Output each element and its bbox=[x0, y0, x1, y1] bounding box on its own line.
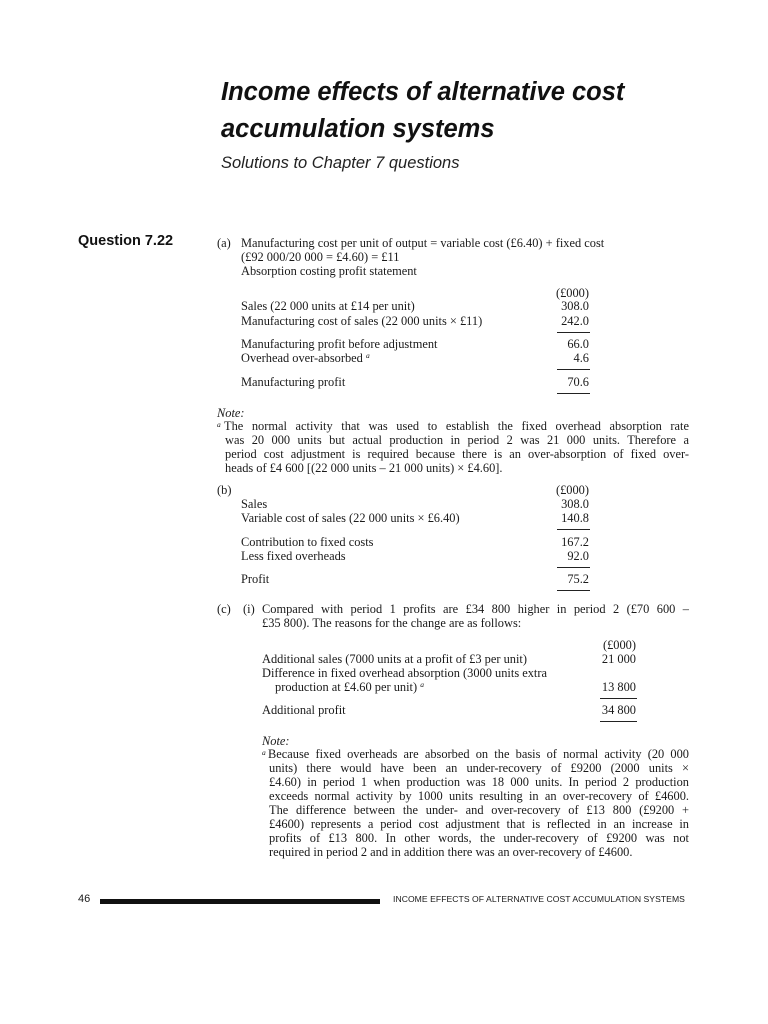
note-c-line-1: Because fixed overheads are absorbed on the basis of normal activity (20 000 bbox=[268, 747, 689, 761]
part-a-col-header: (£000) bbox=[555, 286, 589, 300]
part-a-line-3: Absorption costing profit statement bbox=[241, 264, 417, 278]
part-a-value-cost-of-sales: 242.0 bbox=[561, 314, 589, 328]
page-number: 46 bbox=[78, 893, 91, 905]
part-c-value-additional-profit: 34 800 bbox=[601, 703, 636, 717]
footnote-marker: a bbox=[420, 680, 424, 689]
page-subtitle: Solutions to Chapter 7 questions bbox=[221, 154, 460, 172]
part-c-value-additional-sales: 21 000 bbox=[601, 652, 636, 666]
note-c-line-3: £4.60) in period 1 when production was 18 000 units. In period 2 production bbox=[269, 775, 689, 789]
part-a-line-1: Manufacturing cost per unit of output = variable cost (£6.40) + fixed cost bbox=[241, 236, 605, 250]
part-b-value-contribution: 167.2 bbox=[561, 535, 589, 549]
part-a-row-sales: Sales (22 000 units at £14 per unit) bbox=[241, 299, 415, 313]
running-footer-title: INCOME EFFECTS OF ALTERNATIVE COST ACCUMULATION SYSTEMS bbox=[393, 894, 685, 904]
part-c-label: (c) bbox=[217, 602, 231, 616]
note-a-line-4: heads of £4 600 [(22 000 units – 21 000 units) × £4.60]. bbox=[225, 461, 503, 475]
part-c-col-header: (£000) bbox=[602, 638, 636, 652]
part-a-row-cost-of-sales: Manufacturing cost of sales (22 000 units × £11) bbox=[241, 314, 483, 328]
part-a-row-profit-before: Manufacturing profit before adjustment bbox=[241, 337, 438, 351]
part-a-value-sales: 308.0 bbox=[561, 299, 589, 313]
footnote-marker: a bbox=[366, 351, 370, 360]
question-label: Question 7.22 bbox=[78, 233, 174, 249]
part-b-value-sales: 308.0 bbox=[561, 497, 589, 511]
note-c-line-7: profits of £13 800. In other words, the under-recovery of £9200 was not bbox=[269, 831, 689, 845]
part-c-row-additional-profit: Additional profit bbox=[262, 703, 346, 717]
note-a-line-1: The normal activity that was used to establish the fixed overhead absorption rate bbox=[224, 419, 689, 433]
part-c-intro-line-2: £35 800). The reasons for the change are as follows: bbox=[262, 616, 522, 630]
footer-divider bbox=[100, 899, 380, 904]
part-b-row-contribution: Contribution to fixed costs bbox=[241, 535, 374, 549]
part-b-row-fixed-overheads: Less fixed overheads bbox=[241, 549, 346, 563]
part-a-value-manufacturing-profit: 70.6 bbox=[567, 375, 589, 389]
note-c-title: Note: bbox=[262, 734, 290, 748]
part-a-rule-2 bbox=[557, 369, 590, 370]
note-c-line-6: £4600) represents a period cost adjustment that is reflected in an increase in bbox=[269, 817, 689, 831]
note-c-line-5: The difference between the under- and over-recovery of £13 800 (£9200 + bbox=[269, 803, 689, 817]
part-a-row-manufacturing-profit: Manufacturing profit bbox=[241, 375, 346, 389]
part-c-intro-line-1: Compared with period 1 profits are £34 800 higher in period 2 (£70 600 – bbox=[262, 602, 689, 616]
part-a-rule-1 bbox=[557, 332, 590, 333]
part-a-value-over-absorbed: 4.6 bbox=[573, 351, 589, 365]
part-c-row-absorption-line-1: Difference in fixed overhead absorption (3000 units extra bbox=[262, 666, 548, 680]
part-c-row-additional-sales: Additional sales (7000 units at a profit of £3 per unit) bbox=[262, 652, 527, 666]
note-c-line-8: required in period 2 and in addition there was an over-recovery of £4600. bbox=[269, 845, 633, 859]
note-c-line-2: units) there would have been an under-recovery of £9200 (2000 units × bbox=[269, 761, 689, 775]
part-a-value-profit-before: 66.0 bbox=[567, 337, 589, 351]
note-c-marker: a bbox=[262, 748, 266, 757]
note-c-line-4: exceeds normal activity by 1000 units resulting in an over-recovery of £4600. bbox=[269, 789, 689, 803]
part-b-rule-1 bbox=[557, 529, 590, 530]
page-title: Income effects of alternative cost accumulation systems bbox=[221, 78, 625, 143]
part-b-value-profit: 75.2 bbox=[567, 572, 589, 586]
part-a-line-2: (£92 000/20 000 = £4.60) = £11 bbox=[241, 250, 400, 264]
part-b-row-profit: Profit bbox=[241, 572, 270, 586]
part-b-value-variable-cost: 140.8 bbox=[561, 511, 589, 525]
part-b-row-variable-cost: Variable cost of sales (22 000 units × £6.40) bbox=[241, 511, 460, 525]
part-b-value-fixed-overheads: 92.0 bbox=[567, 549, 589, 563]
part-c-rule-2 bbox=[600, 721, 637, 722]
part-b-row-sales: Sales bbox=[241, 497, 268, 511]
part-b-label: (b) bbox=[217, 483, 232, 497]
part-a-rule-3 bbox=[557, 393, 590, 394]
part-b-rule-3 bbox=[557, 590, 590, 591]
part-c-sub-label: (i) bbox=[243, 602, 255, 616]
note-a-line-3: period cost adjustment is required because there is an over-absorption of fixed over- bbox=[225, 447, 689, 461]
part-b-rule-2 bbox=[557, 567, 590, 568]
note-a-marker: a bbox=[217, 420, 221, 429]
part-b-col-header: (£000) bbox=[555, 483, 589, 497]
part-c-row-absorption-line-2: production at £4.60 per unit) $^a$ bbox=[275, 680, 424, 694]
part-a-label: (a) bbox=[217, 236, 231, 250]
part-c-value-absorption: 13 800 bbox=[601, 680, 636, 694]
part-c-rule-1 bbox=[600, 698, 637, 699]
note-a-title: Note: bbox=[217, 406, 245, 420]
note-a-line-2: was 20 000 units but actual production in period 2 was 21 000 units. Therefore a bbox=[225, 433, 689, 447]
part-a-row-over-absorbed: Overhead over-absorbed $^a$ bbox=[241, 351, 370, 365]
